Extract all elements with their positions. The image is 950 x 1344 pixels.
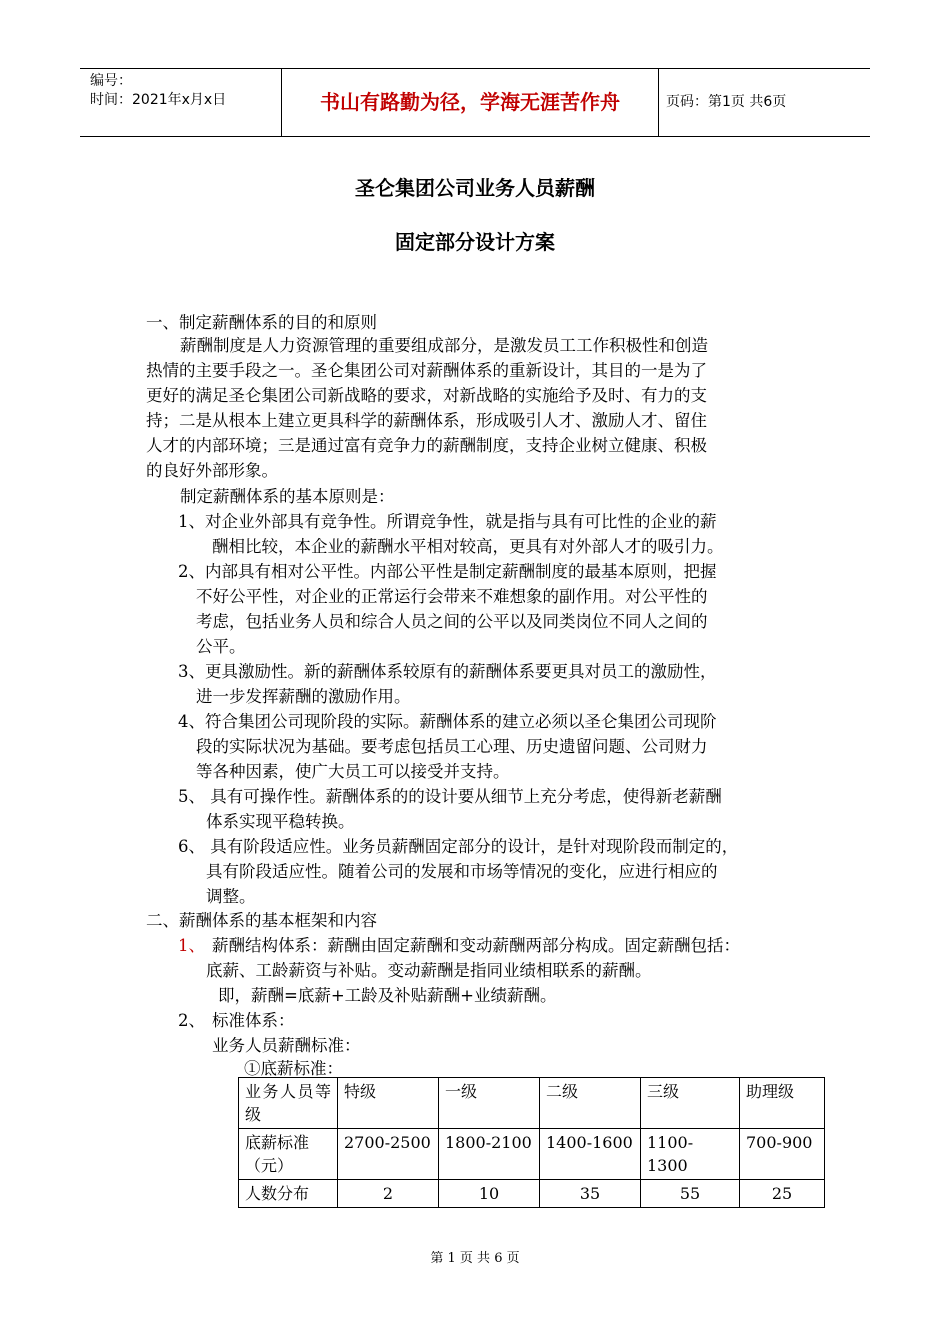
header-page-code: 页码：第1页 共6页	[666, 94, 787, 110]
page-header	[80, 68, 870, 137]
table-cell: 700-900	[740, 1129, 825, 1180]
list-item: 4、符合集团公司现阶段的实际。薪酬体系的建立必须以圣仑集团公司现阶	[178, 712, 717, 731]
paragraph-line: 薪酬制度是人力资源管理的重要组成部分，是激发员工工作积极性和创造	[180, 336, 708, 355]
table-cell: 2700-2500	[338, 1129, 439, 1180]
list-item-continuation: 进一步发挥薪酬的激励作用。	[196, 687, 411, 706]
list-item-continuation: 段的实际状况为基础。要考虑包括员工心理、历史遗留问题、公司财力	[196, 737, 708, 756]
table-cell: 1400-1600	[540, 1129, 641, 1180]
list-item: 5、 具有可操作性。薪酬体系的的设计要从细节上充分考虑，使得新老薪酬	[178, 787, 722, 806]
sub-heading: 业务人员薪酬标准：	[212, 1036, 361, 1055]
list-item-continuation: 体系实现平稳转换。	[206, 812, 355, 831]
list-item-continuation: 考虑，包括业务人员和综合人员之间的公平以及同类岗位不同人之间的	[196, 612, 708, 631]
section-heading-2: 二、薪酬体系的基本框架和内容	[146, 911, 377, 930]
paragraph-line: 人才的内部环境；三是通过富有竞争力的薪酬制度，支持企业树立健康、积极	[146, 436, 707, 455]
sub-heading: ①底薪标准：	[244, 1059, 343, 1078]
paragraph-line: 持；二是从根本上建立更具科学的薪酬体系，形成吸引人才、激励人才、留住	[146, 411, 707, 430]
table-row	[239, 1180, 825, 1208]
list-item-continuation: 底薪、工龄薪资与补贴。变动薪酬是指同业绩相联系的薪酬。	[206, 961, 652, 980]
table-cell: 35	[540, 1180, 641, 1208]
table-cell: 10	[439, 1180, 540, 1208]
page-footer: 第 1 页 共 6 页	[430, 1251, 520, 1266]
formula-line: 即，薪酬=底薪+工龄及补贴薪酬+业绩薪酬。	[218, 986, 557, 1005]
table-cell: 三级	[641, 1078, 740, 1129]
table-row	[239, 1078, 825, 1129]
table-cell: 二级	[540, 1078, 641, 1129]
list-item-continuation: 具有阶段适应性。随着公司的发展和市场等情况的变化，应进行相应的	[206, 862, 718, 881]
table-row	[239, 1129, 825, 1180]
list-item: 1、对企业外部具有竞争性。所谓竞争性，就是指与具有可比性的企业的薪	[178, 512, 717, 531]
list-item-continuation: 等各种因素，使广大员工可以接受并支持。	[196, 762, 510, 781]
table-cell: 2	[338, 1180, 439, 1208]
table-cell: 助理级	[740, 1078, 825, 1129]
table-cell: 1800-2100	[439, 1129, 540, 1180]
header-motto: 书山有路勤为径，学海无涯苦作舟	[281, 69, 659, 136]
list-marker: 1、	[178, 936, 205, 955]
paragraph-line: 的良好外部形象。	[146, 461, 278, 480]
list-item: 2、内部具有相对公平性。内部公平性是制定薪酬制度的最基本原则，把握	[178, 562, 717, 581]
list-item: 薪酬结构体系：薪酬由固定薪酬和变动薪酬两部分构成。固定薪酬包括：	[212, 936, 740, 955]
time-label: 时间：2021年x月x日	[90, 92, 227, 108]
paragraph-line: 热情的主要手段之一。圣仑集团公司对薪酬体系的重新设计，其目的一是为了	[146, 361, 707, 380]
paragraph-line: 更好的满足圣仑集团公司新战略的要求，对新战略的实施给予及时、有力的支	[146, 386, 707, 405]
list-item: 3、更具激励性。新的薪酬体系较原有的薪酬体系要更具对员工的激励性，	[178, 662, 717, 681]
table-cell: 人数分布	[239, 1180, 338, 1208]
list-item-continuation: 不好公平性，对企业的正常运行会带来不难想象的副作用。对公平性的	[196, 587, 708, 606]
list-item: 标准体系：	[212, 1011, 295, 1030]
table-cell: 55	[641, 1180, 740, 1208]
list-marker: 2、	[178, 1011, 205, 1030]
document-title-line1: 圣仑集团公司业务人员薪酬	[355, 176, 595, 200]
list-item: 6、 具有阶段适应性。业务员薪酬固定部分的设计，是针对现阶段而制定的，	[178, 837, 739, 856]
table-cell: 一级	[439, 1078, 540, 1129]
number-label: 编号：	[90, 73, 132, 89]
list-item-continuation: 酬相比较，本企业的薪酬水平相对较高，更具有对外部人才的吸引力。	[212, 537, 724, 556]
section-heading-1: 一、制定薪酬体系的目的和原则	[146, 313, 377, 332]
list-item-continuation: 公平。	[196, 637, 246, 656]
table-cell: 特级	[338, 1078, 439, 1129]
paragraph-line: 制定薪酬体系的基本原则是：	[180, 487, 395, 506]
list-item-continuation: 调整。	[206, 887, 256, 906]
document-title-line2: 固定部分设计方案	[395, 230, 555, 254]
table-cell: 底薪标准（元）	[239, 1129, 338, 1180]
base-salary-table	[238, 1077, 825, 1208]
header-meta	[80, 69, 281, 136]
table-cell: 业务人员等级	[239, 1078, 338, 1129]
table-cell: 1100-1300	[641, 1129, 740, 1180]
table-cell: 25	[740, 1180, 825, 1208]
